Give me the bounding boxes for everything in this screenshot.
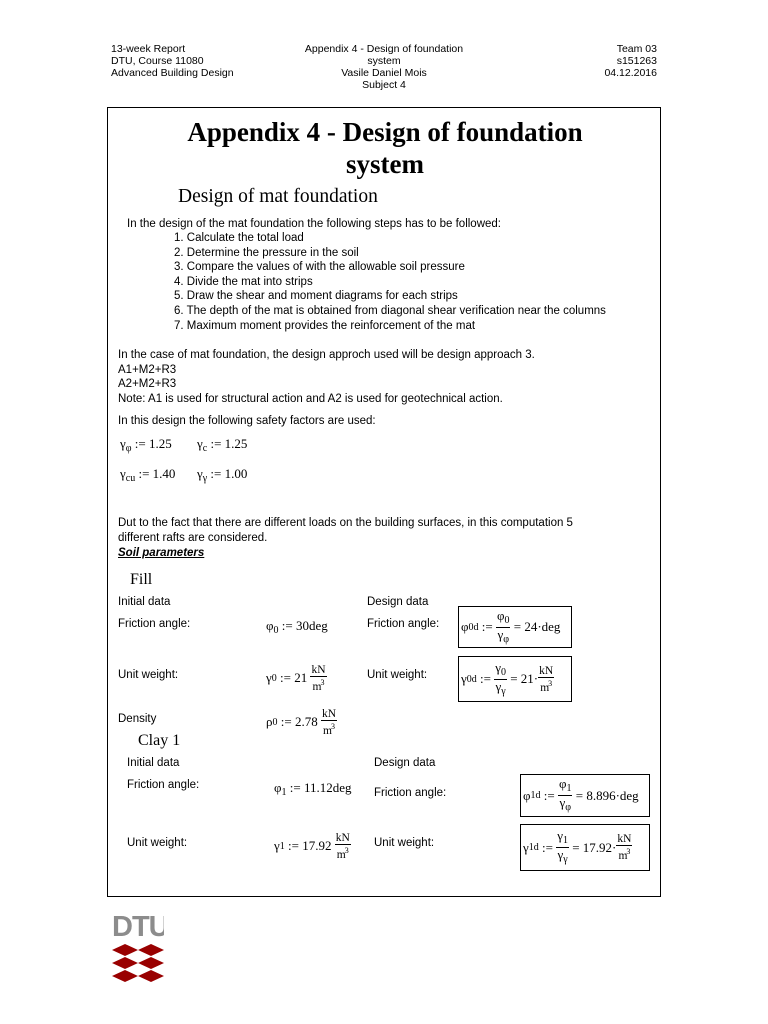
fill-friction-label: Friction angle: — [118, 618, 191, 630]
page-title: Appendix 4 - Design of foundation — [187, 117, 583, 147]
fill-design-unit-weight-label: Unit weight: — [367, 669, 428, 681]
clay1-design-friction-label: Friction angle: — [374, 787, 447, 799]
rafts-note — [118, 516, 573, 545]
dtu-logo-text: DTU — [112, 911, 164, 943]
fill-phi0: $\varphi_0$ := 30deg — [266, 618, 328, 636]
approach-combo-1: A1+M2+R3 — [118, 363, 177, 376]
list-item: 1. Calculate the total load — [174, 232, 304, 244]
clay1-phi1d-result-box: φ 1d := $\frac{\varphi_1}{\gamma_\varphi}$ = 8.896·deg — [520, 774, 650, 817]
header-date: 04.12.2016 — [604, 67, 657, 79]
list-item: 6. The depth of the mat is obtained from diagonal shear verification near the columns — [174, 304, 606, 317]
header-appendix: Appendix 4 - Design of foundation — [304, 43, 464, 55]
clay1-phi1: $\varphi_1$ := 11.12deg — [274, 780, 352, 798]
steps-list — [174, 231, 606, 333]
clay1-heading: Clay 1 — [138, 732, 181, 749]
rafts-note-line-1: Dut to the fact that there are different loads on the building surfaces, in this computation 5 — [118, 517, 573, 529]
fill-design-label: Design data — [367, 596, 429, 608]
header-center — [270, 43, 498, 91]
clay1-design-unit-weight-label: Unit weight: — [374, 837, 435, 849]
approach-text: In the case of mat foundation, the design approch used will be design approach 3. — [118, 349, 535, 361]
dtu-logo-waves — [112, 944, 164, 982]
header-left — [111, 43, 234, 79]
page-title-cont: system — [346, 149, 424, 179]
header-course: DTU, Course 11080 — [111, 55, 204, 67]
safety-gamma-cu: $\gamma_{cu}$ := 1.40 — [120, 466, 176, 484]
fill-phi0d-result-box: φ 0d := $\frac{\varphi_0}{\gamma_\varphi}$ = 24·deg — [458, 606, 572, 648]
approach-note: Note: A1 is used for structural action and A2 is used for geotechnical action. — [118, 392, 503, 405]
fill-density-label: Density — [118, 713, 157, 725]
list-item: 5. Draw the shear and moment diagrams for each strips — [174, 290, 458, 303]
header-right — [604, 43, 657, 79]
fill-gamma0: γ 0 := 21 kN $m^3$ — [266, 663, 326, 693]
clay1-friction-label: Friction angle: — [127, 779, 200, 791]
fill-phi0d-fraction: $\frac{\varphi_0}{\gamma_\varphi}$ — [496, 607, 510, 645]
clay1-gamma1: γ 1 := 17.92 kN $m^3$ — [274, 831, 350, 861]
approach-block — [118, 348, 535, 406]
approach-combo-2: A2+M2+R3 — [118, 378, 177, 391]
safety-gamma-c: $\gamma_c$ := 1.25 — [197, 436, 248, 454]
fill-unit-weight-label: Unit weight: — [118, 669, 179, 681]
dtu-logo-icon — [112, 910, 164, 982]
safety-gamma-gamma: $\gamma_\gamma$ := 1.00 — [197, 466, 248, 484]
fill-rho0: ρ 0 := 2.78 kN $m^3$ — [266, 707, 337, 737]
header-student-id: s151263 — [616, 55, 657, 67]
header-program: Advanced Building Design — [111, 67, 234, 79]
fill-heading: Fill — [130, 571, 153, 588]
intro-text: In the design of the mat foundation the following steps has to be followed: — [127, 218, 501, 230]
clay1-initial-label: Initial data — [127, 757, 180, 769]
fill-initial-label: Initial data — [118, 596, 171, 608]
section-title: Design of mat foundation — [178, 186, 378, 207]
header-appendix-cont: system — [367, 55, 401, 67]
fill-gamma0d-result-box: γ 0d := $\frac{\gamma_0}{\gamma_\gamma}$ = 21· kN $m^3$ — [458, 656, 572, 702]
clay1-design-label: Design data — [374, 757, 436, 769]
safety-intro: In this design the following safety factors are used: — [118, 415, 376, 427]
header-team: Team 03 — [616, 43, 657, 55]
rafts-note-line-2: different rafts are considered. — [118, 531, 268, 544]
list-item: 2. Determine the pressure in the soil — [174, 246, 359, 259]
safety-gamma-phi: $\gamma_\varphi$ := 1.25 — [120, 436, 172, 454]
header-report: 13-week Report — [111, 43, 186, 55]
list-item: 7. Maximum moment provides the reinforcement of the mat — [174, 319, 476, 332]
clay1-unit-weight-label: Unit weight: — [127, 837, 188, 849]
list-item: 3. Compare the values of with the allowable soil pressure — [174, 261, 465, 274]
list-item: 4. Divide the mat into strips — [174, 275, 313, 288]
clay1-gamma1d-result-box: γ 1d := $\frac{\gamma_1}{\gamma_\gamma}$ = 17.92· kN $m^3$ — [520, 824, 650, 871]
dtu-logo — [112, 910, 164, 987]
header-subject: Subject 4 — [362, 79, 406, 91]
header-author: Vasile Daniel Mois — [341, 67, 427, 79]
fill-design-friction-label: Friction angle: — [367, 618, 440, 630]
soil-parameters-heading: Soil parameters — [118, 547, 205, 559]
